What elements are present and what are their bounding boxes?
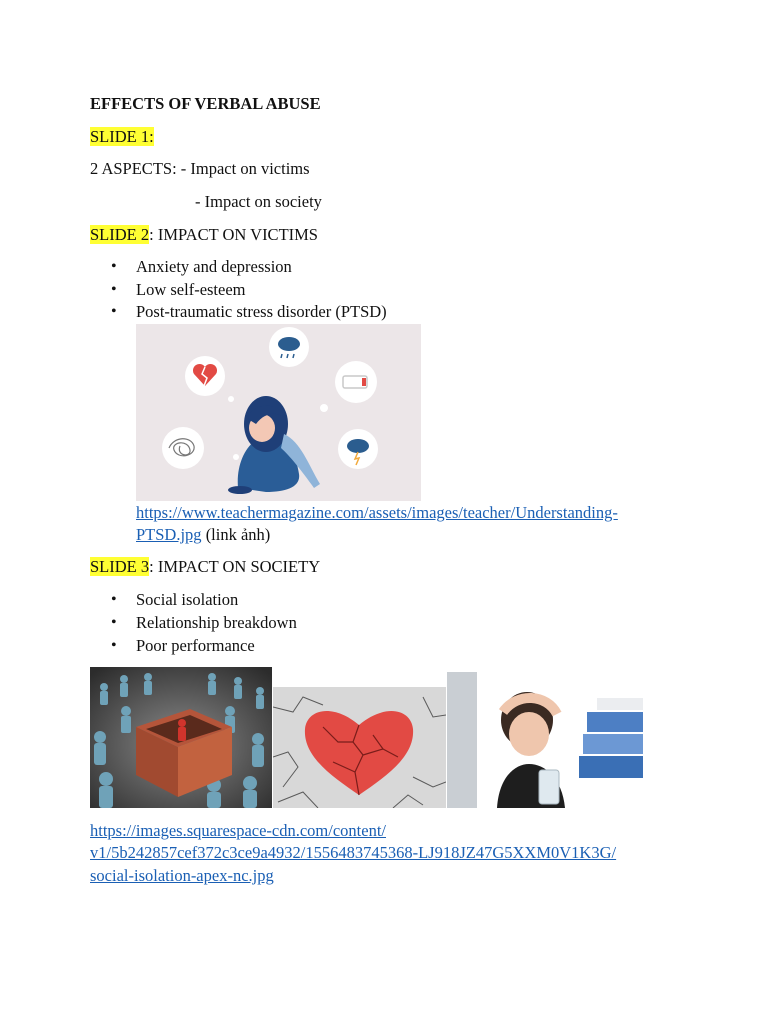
isolation-link[interactable]: https://images.squarespace-cdn.com/content/ <box>90 821 386 840</box>
list-item: Social isolation <box>136 590 239 609</box>
isolation-link-line1[interactable] <box>90 821 386 841</box>
link-note: (link ảnh) <box>201 525 271 544</box>
slide1-label <box>90 127 154 147</box>
bullet-dot: • <box>111 258 117 275</box>
storm-cloud-icon <box>347 439 369 453</box>
bullet-dot: • <box>111 637 117 654</box>
isolation-link-line2[interactable] <box>90 843 616 863</box>
list-item: Relationship breakdown <box>136 613 297 632</box>
tangle-bubble <box>162 427 204 469</box>
list-item: Low self-esteem <box>136 280 246 299</box>
bullet-dot: • <box>111 281 117 298</box>
slide1-highlight: SLIDE 1: <box>90 127 154 146</box>
list-item: Anxiety and depression <box>136 257 292 276</box>
cracked-heart-image <box>273 687 446 808</box>
slide3-heading-text: : IMPACT ON SOCIETY <box>149 557 321 576</box>
ptsd-link-line2 <box>136 525 270 545</box>
ptsd-link[interactable]: https://www.teachermagazine.com/assets/images/teacher/Understanding- <box>136 503 618 522</box>
glass-of-water <box>539 770 559 804</box>
slide2-heading <box>90 225 318 245</box>
bullet-dot: • <box>111 591 117 608</box>
ptsd-illustration <box>136 324 421 501</box>
slide3-heading <box>90 557 320 577</box>
list-item: Post-traumatic stress disorder (PTSD) <box>136 302 387 321</box>
list-item: Poor performance <box>136 636 255 655</box>
ptsd-link-continued[interactable]: PTSD.jpg <box>136 525 202 544</box>
slide2-heading-text: : IMPACT ON VICTIMS <box>149 225 318 244</box>
cloud-bubble-top <box>269 327 309 367</box>
document-title: EFFECTS OF VERBAL ABUSE <box>90 94 321 113</box>
broken-heart-bubble <box>185 356 225 396</box>
rain-cloud-icon <box>278 337 300 351</box>
social-isolation-image <box>90 667 272 808</box>
isolated-figure <box>178 719 186 741</box>
isolation-link-line3[interactable] <box>90 866 274 886</box>
slide2-label: SLIDE 2 <box>90 225 150 244</box>
isolation-link-continued[interactable]: v1/5b242857cef372c3ce9a4932/1556483745368-LJ918JZ47G5XXM0V1K3G/ <box>90 843 617 862</box>
bullet-dot: • <box>111 303 117 320</box>
monitor-edge <box>447 672 477 808</box>
isolation-link-end[interactable]: social-isolation-apex-nc.jpg <box>90 866 274 885</box>
aspects-second-line: - Impact on society <box>195 192 322 211</box>
ptsd-link-line1[interactable] <box>136 503 618 523</box>
cloud-bubble-right <box>338 429 378 469</box>
bullet-dot: • <box>111 614 117 631</box>
battery-bubble <box>335 361 377 403</box>
aspects-line: 2 ASPECTS: - Impact on victims <box>90 159 310 178</box>
poor-performance-image <box>447 672 643 808</box>
slide3-label: SLIDE 3 <box>90 557 150 576</box>
